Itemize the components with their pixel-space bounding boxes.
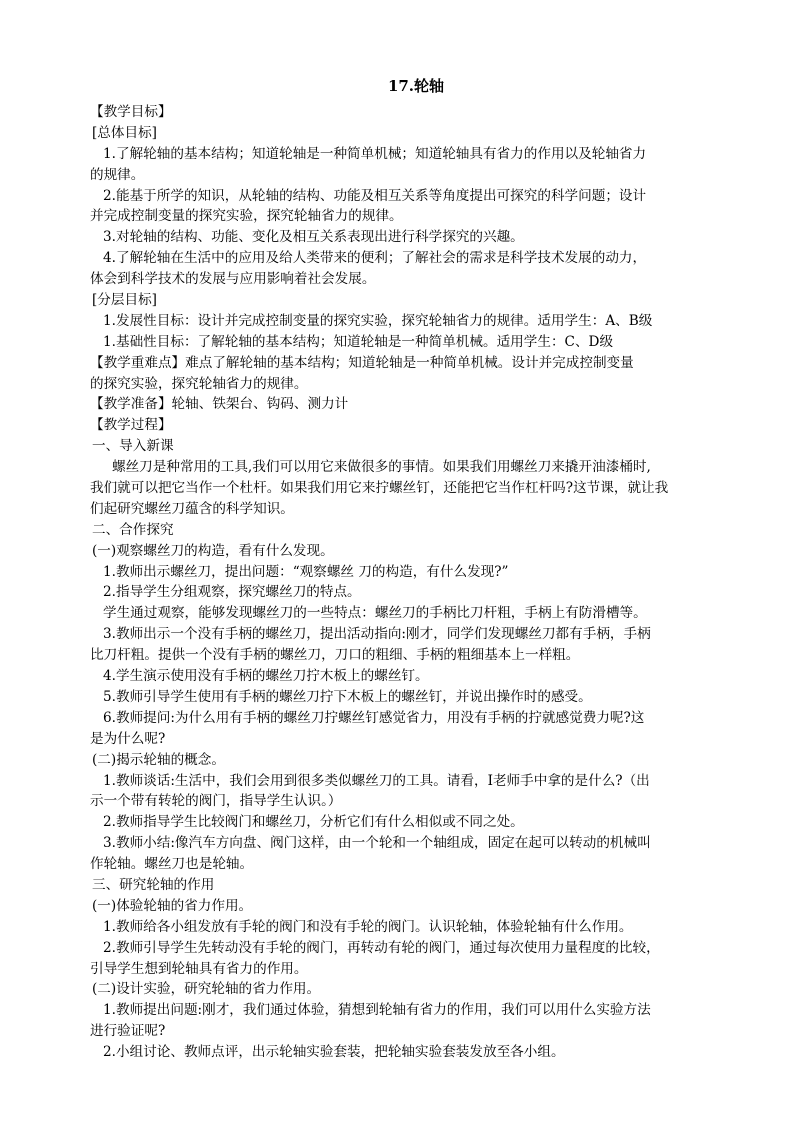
heading-teaching-goals: 【教学目标】 bbox=[90, 104, 172, 120]
heading-preparation: 【教学准备】轮轴、铁架台、钩码、测力计 bbox=[90, 396, 349, 413]
paragraph-line: 的探究实验，探究轮轴省力的规律。 bbox=[90, 375, 308, 392]
paragraph-line: 3.教师小结:像汽车方向盘、阀门这样，由一个轮和一个轴组成，固定在起可以转动的机械叫 bbox=[103, 835, 651, 852]
paragraph-line: 3.教师出示一个没有手柄的螺丝刀，提出活动指向:刚才，同学们发现螺丝刀都有手柄，手柄 bbox=[103, 626, 651, 643]
subsection-heading: (二)设计实验，研究轮轴的省力作用。 bbox=[92, 981, 321, 998]
paragraph-line: 引导学生想到轮轴具有省力的作用。 bbox=[90, 960, 308, 977]
paragraph-line: 并完成控制变量的探究实验，探究轮轴省力的规律。 bbox=[90, 208, 403, 225]
document-title: 17.轮轴 bbox=[387, 77, 445, 95]
paragraph-line: 4.学生演示使用没有手柄的螺丝刀拧木板上的螺丝钉。 bbox=[103, 668, 429, 685]
section-heading: 二、合作探究 bbox=[92, 521, 174, 538]
paragraph-line: 6.教师提问:为什么用有手柄的螺丝刀拧螺丝钉感觉省力，用没有手柄的拧就感觉费力呢?这 bbox=[103, 709, 645, 726]
paragraph-line: 1.了解轮轴的基本结构；知道轮轴是一种简单机械；知道轮轴具有省力的作用以及轮轴省力 bbox=[103, 145, 647, 162]
paragraph-line: 是为什么呢? bbox=[90, 730, 166, 747]
section-heading: 一、导入新课 bbox=[92, 438, 174, 455]
paragraph-line: 示一个带有转轮的阀门，指导学生认识。） bbox=[90, 793, 342, 810]
paragraph-line: 1.基础性目标：了解轮轴的基本结构；知道轮轴是一种简单机械。适用学生：C、D级 bbox=[103, 333, 614, 350]
paragraph-line: 2.教师指导学生比较阀门和螺丝刀，分析它们有什么相似或不同之处。 bbox=[103, 814, 524, 831]
paragraph-line: 4.了解轮轴在生活中的应用及给人类带来的便利；了解社会的需求是科学技术发展的动力， bbox=[103, 250, 647, 267]
paragraph-line: 比刀杆粗。提供一个没有手柄的螺丝刀，刀口的粗细、手柄的粗细基本上一样粗。 bbox=[90, 647, 580, 664]
paragraph-line: 3.对轮轴的结构、功能、变化及相互关系表现出进行科学探究的兴趣。 bbox=[103, 229, 524, 246]
paragraph-line: 作轮轴。螺丝刀也是轮轴。 bbox=[90, 856, 254, 873]
paragraph-line: 们起研究螺丝刀蕴含的科学知识。 bbox=[90, 500, 294, 517]
document-page bbox=[90, 74, 742, 1063]
paragraph-line: 的规律。 bbox=[90, 166, 145, 183]
paragraph-line: 1.教师谈话:生活中，我们会用到很多类似螺丝刀的工具。请看，I老师手中拿的是什么?（出 bbox=[103, 772, 650, 789]
paragraph-line: 学生通过观察，能够发现螺丝刀的一些特点：螺丝刀的手柄比刀杆粗，手柄上有防滑槽等。 bbox=[103, 605, 647, 622]
paragraph-line: 我们就可以把它当作一个杜杆。如果我们用它来拧螺丝钉，还能把它当作杠杆吗?这节课，就让我 bbox=[90, 480, 669, 497]
subsection-heading: (二)揭示轮轴的概念。 bbox=[92, 751, 225, 768]
paragraph-line: 2.小组讨论、教师点评，出示轮轴实验套装，把轮轴实验套装发放至各小组。 bbox=[103, 1044, 565, 1061]
paragraph-line: 5.教师引导学生使用有手柄的螺丝刀拧下木板上的螺丝钉，并说出操作时的感受。 bbox=[103, 688, 592, 705]
paragraph-line: 1.教师出示螺丝刀，提出问题：“观察螺丝 刀的构造，有什么发现?” bbox=[103, 563, 509, 580]
paragraph-line: 进行验证呢? bbox=[90, 1023, 166, 1040]
paragraph-line: 体会到科学技术的发展与应用影响着社会发展。 bbox=[90, 271, 376, 288]
paragraph-line: 螺丝刀是种常用的工具,我们可以用它来做很多的事情。如果我们用螺丝刀来撬开油漆桶时, bbox=[112, 459, 651, 476]
subheading-tiered-goals: [分层目标] bbox=[92, 292, 157, 309]
subheading-overall-goals: [总体目标] bbox=[92, 124, 157, 141]
paragraph-line: 2.教师引导学生先转动没有手轮的阀门，再转动有轮的阀门，通过每次使用力量程度的比较， bbox=[103, 939, 660, 956]
paragraph-line: 1.发展性目标：设计并完成控制变量的探究实验，探究轮轴省力的规律。适用学生：A、B级 bbox=[103, 312, 653, 329]
heading-key-points: 【教学重难点】难点了解轮轴的基本结构；知道轮轴是一种简单机械。设计并完成控制变量 bbox=[90, 354, 634, 371]
paragraph-line: 1.教师给各小组发放有手轮的阀门和没有手轮的阀门。认识轮轴，体验轮轴有什么作用。 bbox=[103, 918, 633, 935]
subsection-heading: (一)观察螺丝刀的构造，看有什么发现。 bbox=[92, 542, 334, 559]
paragraph-line: 2.指导学生分组观察，探究螺丝刀的特点。 bbox=[103, 584, 361, 601]
paragraph-line: 1.教师提出问题:刚才，我们通过体验，猜想到轮轴有省力的作用，我们可以用什么实验方法 bbox=[103, 1002, 651, 1019]
heading-process: 【教学过程】 bbox=[90, 417, 172, 434]
subsection-heading: (一)体验轮轴的省力作用。 bbox=[92, 897, 253, 914]
paragraph-line: 2.能基于所学的知识，从轮轴的结构、功能及相互关系等角度提出可探究的科学问题；设计 bbox=[103, 187, 647, 204]
section-heading: 三、研究轮轴的作用 bbox=[92, 876, 215, 893]
